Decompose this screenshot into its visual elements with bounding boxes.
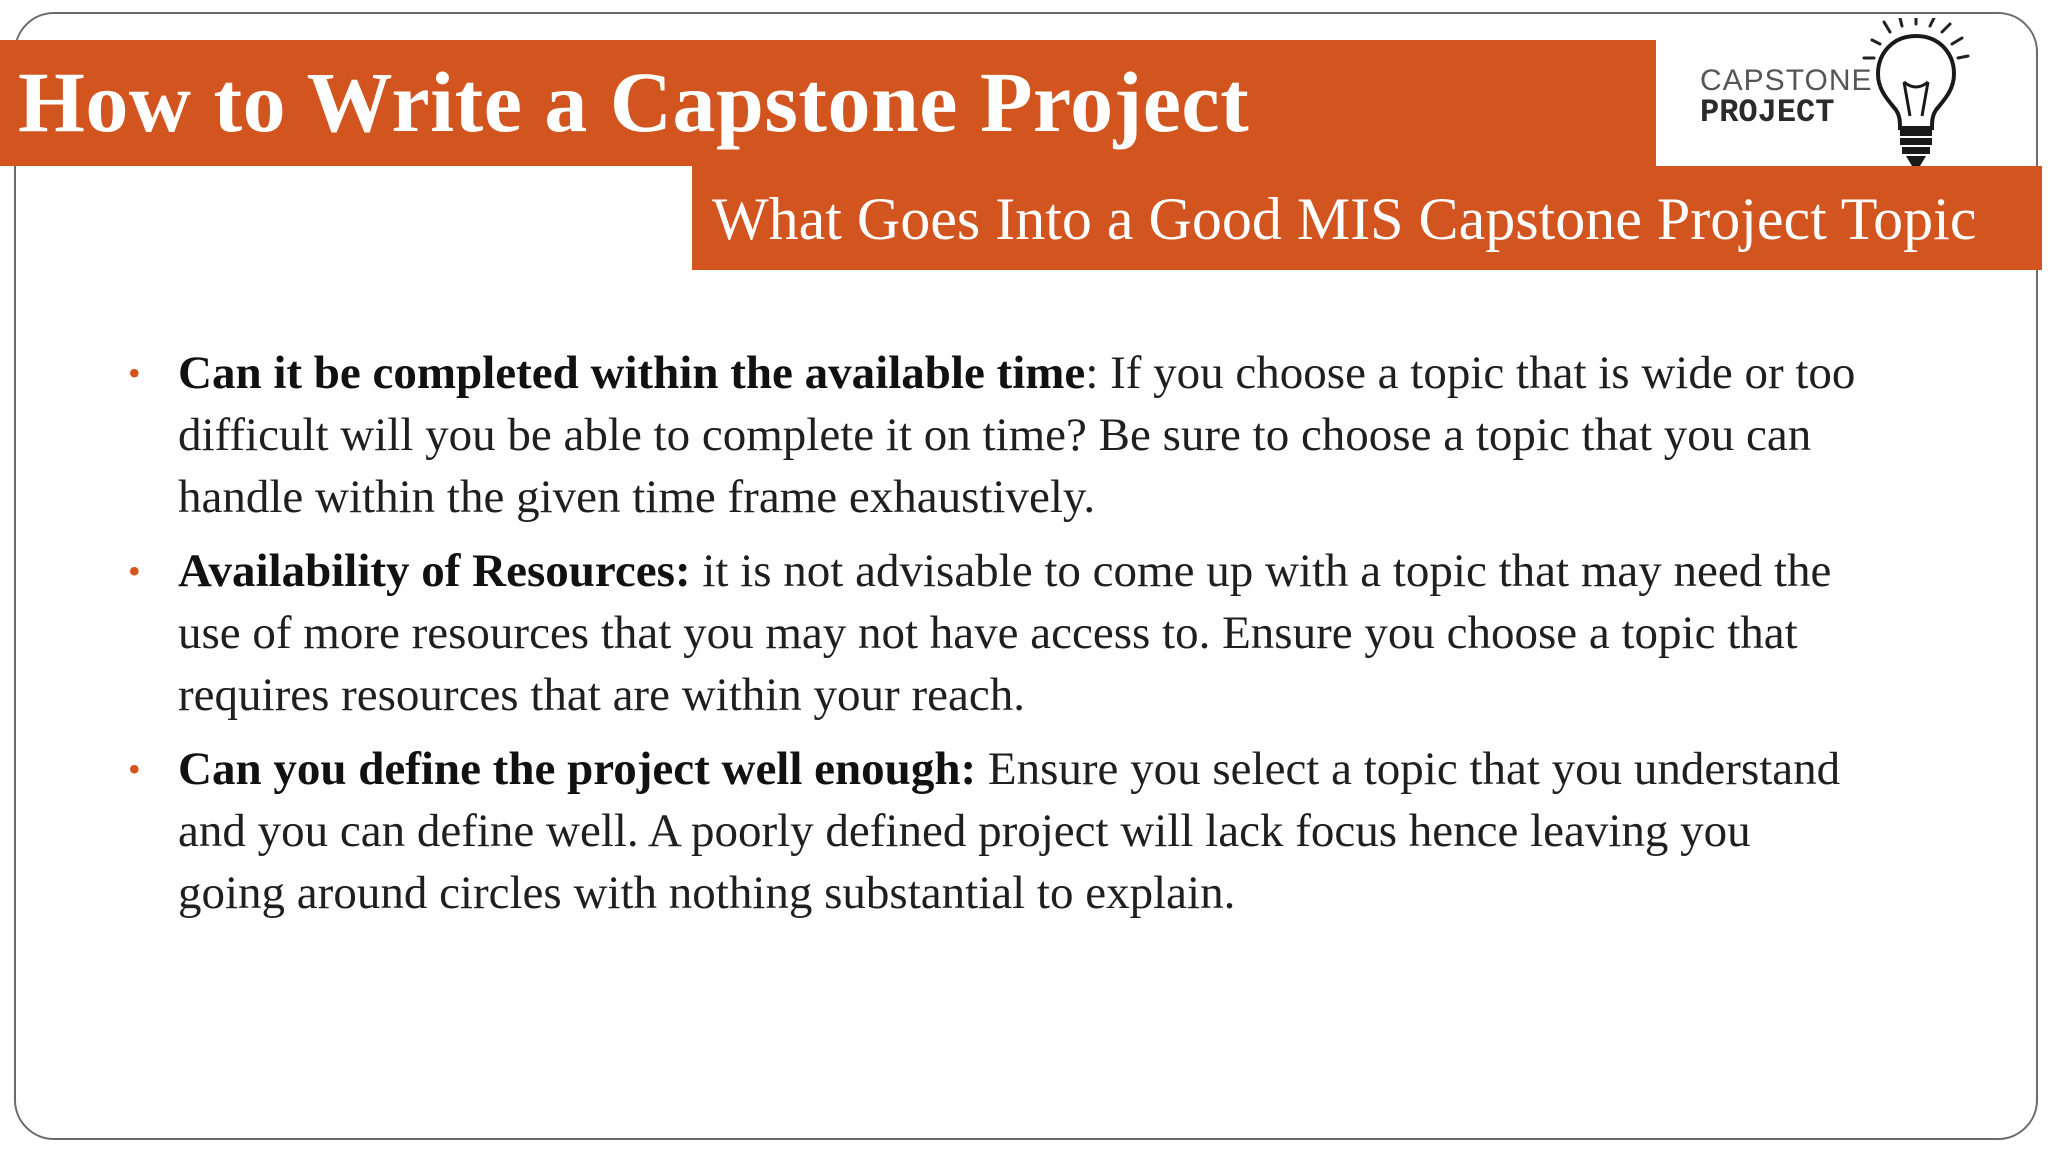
bullet-item-resources [128,540,1868,726]
bullet-marker: • [128,353,141,393]
logo-text-project: PROJECT [1700,94,1835,131]
slide-subtitle: What Goes Into a Good MIS Capstone Project Topic [712,186,1977,252]
bullet-item-time [128,342,1868,528]
bullet-heading: Can it be completed within the available time [178,347,1086,399]
capstone-project-logo [1700,18,1970,168]
bullet-list [128,342,1868,936]
bullet-body: : If you choose a topic that is wide or too difficult will you be able to complete it on time? Be sure to choose a topic that you can handle within the given time frame exhaustively. [178,347,1856,523]
bullet-body: it is not advisable to come up with a topic that may need the use of more resources that you may not have access to. Ensure you choose a topic that requires resources that are within your reach. [178,545,1832,721]
lightbulb-icon [1854,18,1970,168]
slide-title: How to Write a Capstone Project [18,54,1250,150]
bullet-marker: • [128,749,141,789]
bullet-item-definition [128,738,1868,924]
bullet-heading: Can you define the project well enough: [178,743,977,795]
logo-text-capstone: CAPSTONE [1700,64,1873,97]
bullet-heading: Availability of Resources: [178,545,691,597]
bullet-marker: • [128,551,141,591]
bullet-body: Ensure you select a topic that you understand and you can define well. A poorly defined project will lack focus hence leaving you going around circles with nothing substantial to explain. [178,743,1841,919]
